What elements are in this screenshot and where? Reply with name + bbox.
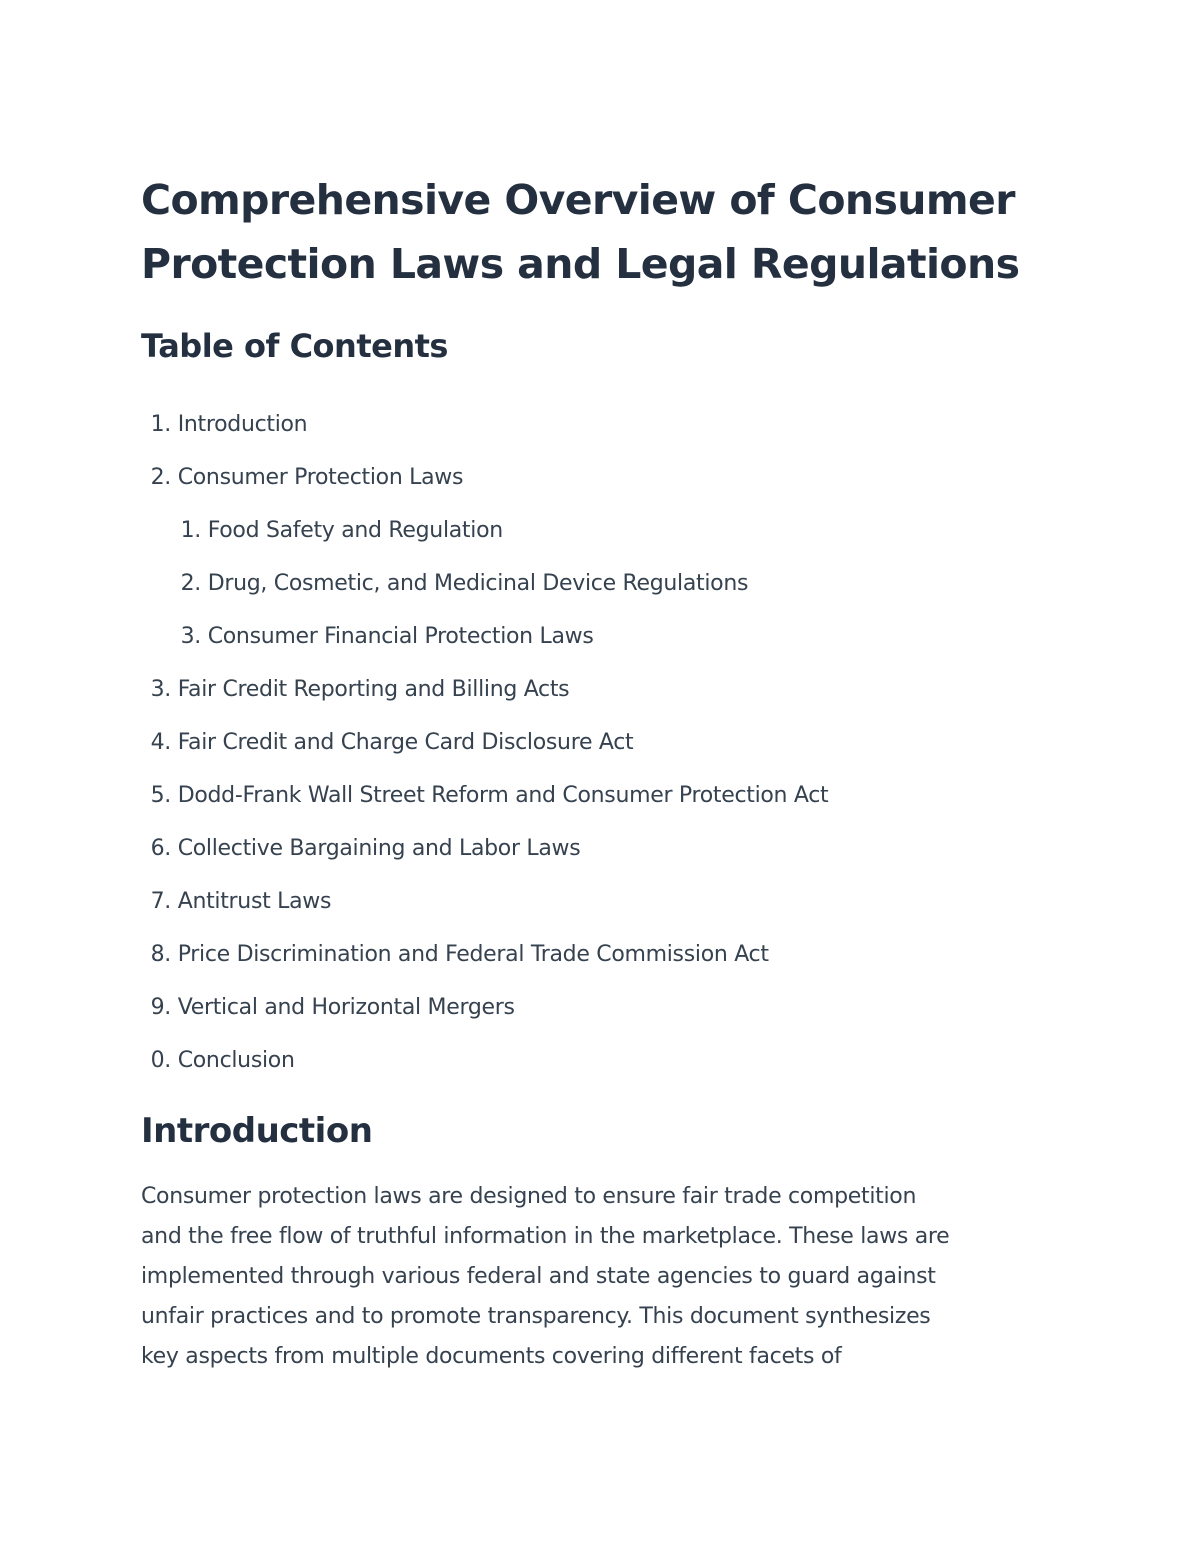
toc-item-label: Fair Credit and Charge Card Disclosure Act bbox=[177, 730, 634, 755]
toc-item-label: Introduction bbox=[177, 412, 308, 437]
toc-item-consumer-protection-laws[interactable] bbox=[141, 451, 1071, 504]
toc-item-label: Price Discrimination and Federal Trade Commission Act bbox=[177, 942, 769, 967]
document-title bbox=[141, 168, 1071, 296]
toc-item-fair-credit-reporting[interactable] bbox=[141, 663, 1071, 716]
toc-item-label: Conclusion bbox=[177, 1048, 295, 1073]
toc-item-fair-credit-charge-card[interactable] bbox=[141, 716, 1071, 769]
paragraph-line: Consumer protection laws are designed to ensure fair trade competition bbox=[141, 1184, 917, 1209]
toc-item-label: Vertical and Horizontal Mergers bbox=[177, 995, 515, 1020]
toc-item-price-discrimination[interactable] bbox=[141, 928, 1071, 981]
toc-item-label: Drug, Cosmetic, and Medicinal Device Regulations bbox=[207, 571, 749, 596]
toc-item-number: 1. bbox=[150, 412, 171, 437]
toc-item-number: 6. bbox=[150, 836, 171, 861]
toc-item-dodd-frank[interactable] bbox=[141, 769, 1071, 822]
toc-item-number: 8. bbox=[150, 942, 171, 967]
toc-item-label: Food Safety and Regulation bbox=[207, 518, 503, 543]
toc-item-label: Dodd-Frank Wall Street Reform and Consumer Protection Act bbox=[177, 783, 829, 808]
toc-item-mergers[interactable] bbox=[141, 981, 1071, 1034]
toc-item-number: 2. bbox=[180, 571, 201, 596]
toc-item-number: 3. bbox=[180, 624, 201, 649]
toc-item-number: 5. bbox=[150, 783, 171, 808]
toc-item-label: Collective Bargaining and Labor Laws bbox=[177, 836, 581, 861]
toc-heading: Table of Contents bbox=[141, 327, 448, 365]
toc-item-label: Fair Credit Reporting and Billing Acts bbox=[177, 677, 570, 702]
introduction-paragraph bbox=[141, 1177, 1061, 1377]
document-title-line-1: Comprehensive Overview of Consumer bbox=[141, 176, 1015, 224]
paragraph-line: implemented through various federal and state agencies to guard against bbox=[141, 1264, 936, 1289]
toc-subitem-food-safety[interactable] bbox=[141, 504, 1071, 557]
paragraph-line: key aspects from multiple documents covering different facets of bbox=[141, 1344, 842, 1369]
toc-subitem-consumer-financial[interactable] bbox=[141, 610, 1071, 663]
toc-item-number: 4. bbox=[150, 730, 171, 755]
toc-item-conclusion[interactable] bbox=[141, 1034, 1071, 1087]
document-title-line-2: Protection Laws and Legal Regulations bbox=[141, 240, 1020, 288]
toc-item-label: Consumer Financial Protection Laws bbox=[207, 624, 594, 649]
toc-subitem-drug-cosmetic[interactable] bbox=[141, 557, 1071, 610]
toc-item-antitrust[interactable] bbox=[141, 875, 1071, 928]
toc-item-number: 3. bbox=[150, 677, 171, 702]
document-page bbox=[141, 168, 1071, 1377]
toc-item-number: 0. bbox=[150, 1048, 171, 1073]
toc-item-collective-bargaining[interactable] bbox=[141, 822, 1071, 875]
toc-item-label: Antitrust Laws bbox=[177, 889, 332, 914]
toc-item-label: Consumer Protection Laws bbox=[177, 465, 464, 490]
toc-item-number: 7. bbox=[150, 889, 171, 914]
toc-item-number: 2. bbox=[150, 465, 171, 490]
paragraph-line: unfair practices and to promote transparency. This document synthesizes bbox=[141, 1304, 931, 1329]
table-of-contents bbox=[141, 398, 1071, 1087]
toc-item-number: 9. bbox=[150, 995, 171, 1020]
toc-item-number: 1. bbox=[180, 518, 201, 543]
paragraph-line: and the free flow of truthful information in the marketplace. These laws are bbox=[141, 1224, 950, 1249]
introduction-heading: Introduction bbox=[141, 1111, 373, 1151]
toc-item-introduction[interactable] bbox=[141, 398, 1071, 451]
